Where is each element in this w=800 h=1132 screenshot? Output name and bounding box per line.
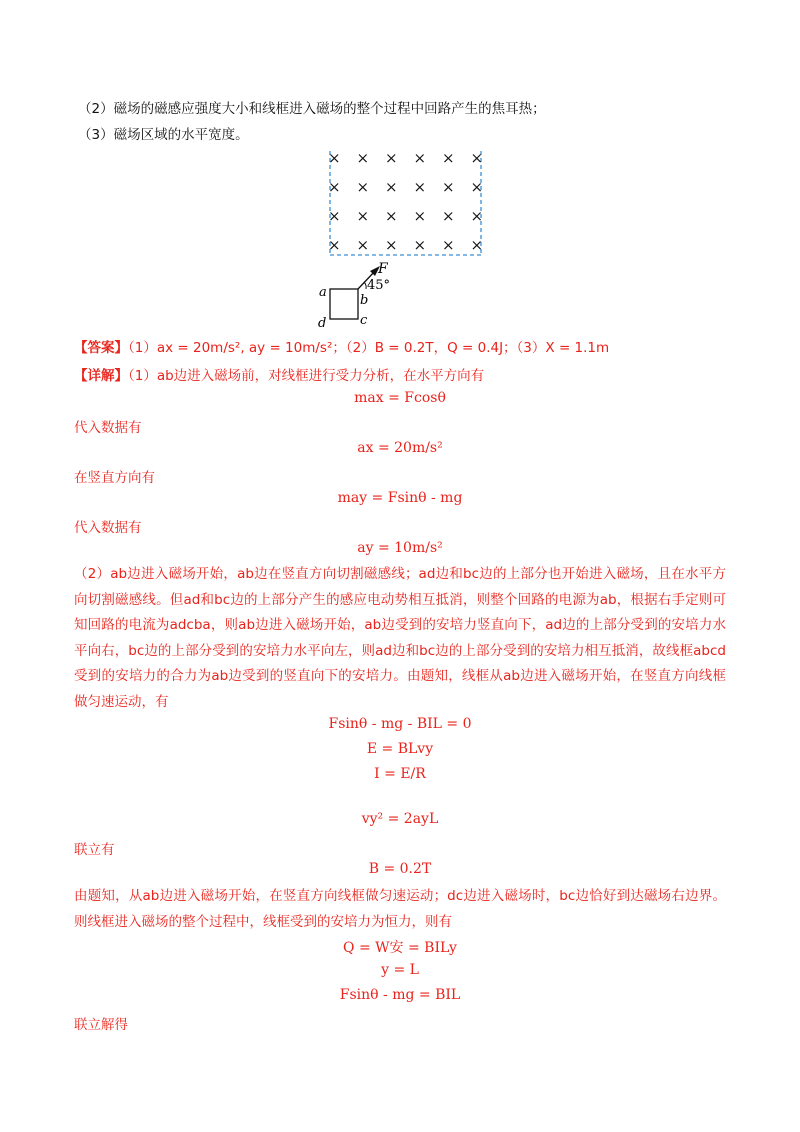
field-cross-mark: × — [356, 178, 370, 196]
label-F: F — [378, 261, 388, 277]
equation-3: may = Fsinθ - mg — [337, 490, 463, 506]
magnetic-field-figure — [300, 145, 500, 330]
equation-11: y = L — [381, 962, 419, 978]
field-cross-mark: × — [442, 236, 455, 254]
part2-paragraph: （2）ab边进入磁场开始，ab边在竖直方向切割磁感线；ad边和bc边的上部分也开始进入磁场，且在水平方向切割磁感线。但ad和bc边的上部分产生的感应电动势相互抵消，则整个回路的电源为ab，根据右手定则可知回路的电流为adcba，则ab边进入磁场开始，ab边受到的安培力竖直向下，ad边的上部分受到的安培力水平向右，bc边的上部分受到的安培力水平向左，则ad边和bc边的上部分受到的安培力相互抵消，故线框abcd受到的安培力的合力为ab边受到的竖直向下的安培力。由题知，线框从ab边进入磁场开始，在竖直方向线框做匀速运动，有 — [74, 566, 726, 710]
field-cross-mark: × — [356, 207, 370, 225]
field-cross-mark: × — [356, 236, 370, 254]
detail-tag: 【详解】 — [74, 368, 128, 384]
equation-5: Fsinθ - mg - BIL = 0 — [328, 716, 472, 732]
equation-12: Fsinθ - mg = BIL — [339, 987, 461, 1003]
field-cross-mark: × — [385, 207, 398, 225]
angle-arc — [364, 282, 366, 289]
detail-intro: （1）ab边进入磁场前，对线框进行受力分析，在水平方向有 — [128, 368, 485, 384]
detail-line — [74, 364, 484, 384]
substitute-text-2: 代入数据有 — [74, 520, 142, 536]
combine-text-1: 联立有 — [74, 842, 115, 858]
equation-8: vy² = 2ayL — [361, 811, 439, 827]
answer-line — [74, 336, 609, 356]
field-cross-mark: × — [385, 149, 398, 167]
equation-2: ax = 20m/s² — [357, 440, 443, 456]
label-b: b — [360, 293, 369, 308]
field-cross-mark: × — [470, 236, 484, 254]
question-3: （3）磁场区域的水平宽度。 — [78, 127, 249, 143]
combine-text-2: 联立解得 — [74, 1017, 128, 1033]
answer-text: （1）ax = 20m/s², ay = 10m/s²；（2）B = 0.2T，Q = 0.4J；（3）X = 1.1m — [128, 340, 610, 356]
part2b-paragraph: 由题知，从ab边进入磁场开始，在竖直方向线框做匀速运动；dc边进入磁场时，bc边恰好到达磁场右边界。则线框进入磁场的整个过程中，线框受到的安培力为恒力，则有 — [74, 888, 726, 930]
field-cross-mark: × — [413, 178, 427, 196]
label-angle: 45° — [367, 278, 391, 293]
equation-9: B = 0.2T — [368, 861, 432, 877]
equation-6: E = BLvy — [366, 741, 434, 757]
vertical-direction-text: 在竖直方向有 — [74, 470, 155, 486]
field-cross-mark: × — [356, 149, 370, 167]
field-cross-mark: × — [385, 236, 398, 254]
label-c: c — [360, 313, 368, 328]
field-cross-mark: × — [413, 236, 427, 254]
question-2: （2）磁场的磁感应强度大小和线框进入磁场的整个过程中回路产生的焦耳热； — [78, 101, 546, 117]
field-cross-mark: × — [385, 178, 398, 196]
field-cross-marks — [328, 149, 483, 254]
field-cross-mark: × — [442, 207, 455, 225]
field-cross-mark: × — [413, 149, 427, 167]
field-cross-mark: × — [470, 149, 484, 167]
field-cross-mark: × — [442, 149, 455, 167]
field-cross-mark: × — [413, 207, 427, 225]
equation-4: ay = 10m/s² — [357, 540, 443, 556]
wire-frame — [330, 289, 358, 319]
field-cross-mark: × — [442, 178, 455, 196]
label-d: d — [318, 316, 327, 330]
field-cross-mark: × — [328, 236, 341, 254]
equation-1: max = Fcosθ — [354, 390, 446, 406]
equation-10: Q = W安 = BILy — [343, 940, 457, 956]
field-cross-mark: × — [470, 207, 484, 225]
field-cross-mark: × — [328, 178, 341, 196]
field-cross-mark: × — [470, 178, 484, 196]
field-cross-mark: × — [328, 207, 341, 225]
answer-tag: 【答案】 — [74, 340, 128, 356]
field-cross-mark: × — [328, 149, 341, 167]
equation-7: I = E/R — [374, 766, 426, 782]
substitute-text-1: 代入数据有 — [74, 420, 142, 436]
label-a: a — [319, 285, 327, 300]
